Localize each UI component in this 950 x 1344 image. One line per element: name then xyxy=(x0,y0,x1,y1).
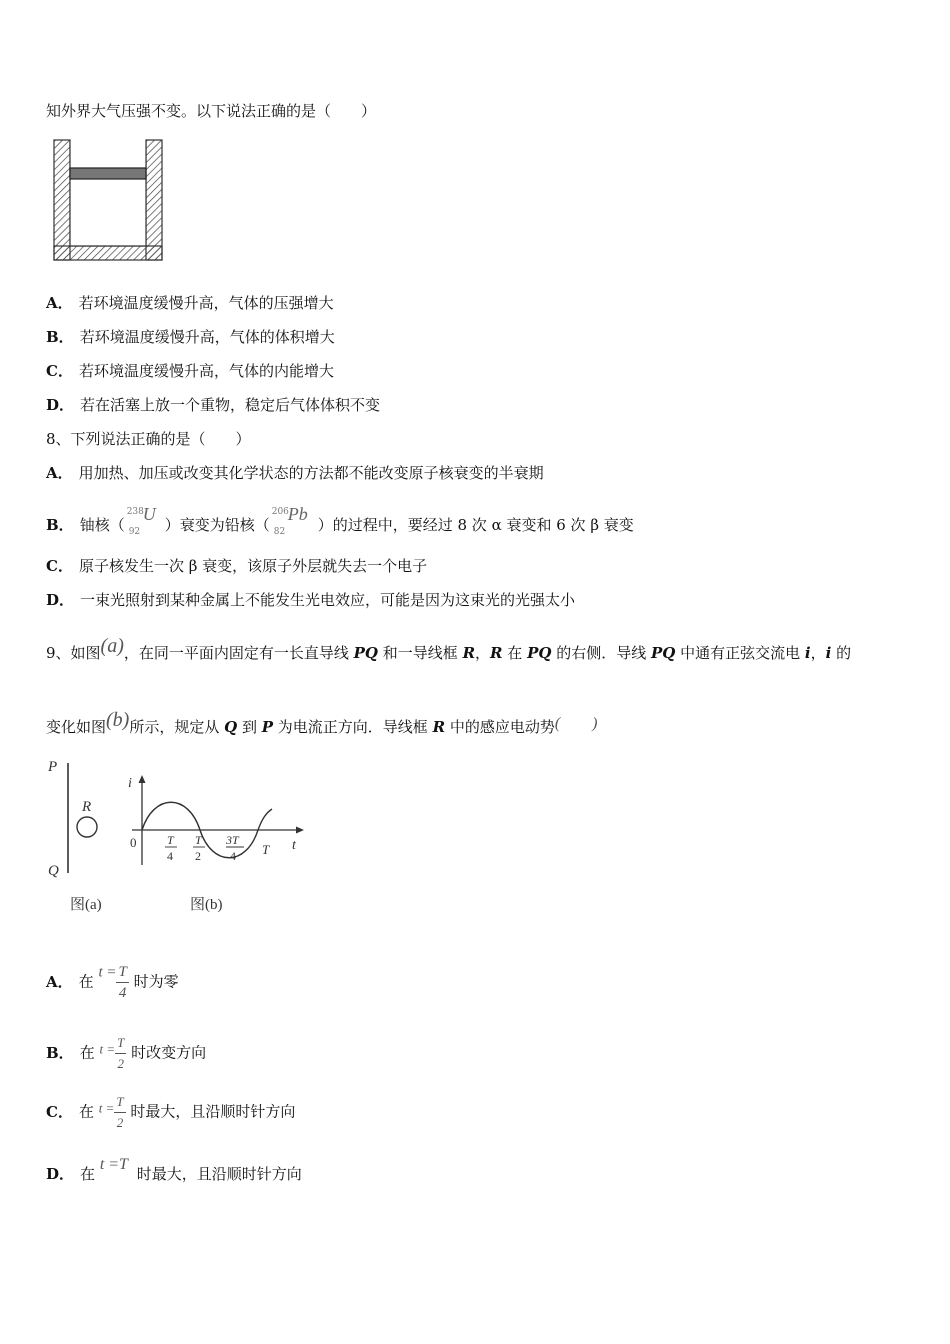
label-r: R xyxy=(82,799,92,815)
tick-3t-over-4-num: 3T xyxy=(226,833,239,847)
lead-atomic-number: 82 xyxy=(273,527,286,537)
uranium-symbol: U xyxy=(142,504,156,524)
q9-text: 所示，规定从 xyxy=(129,718,225,736)
option-text-part: ）衰变为铅核（ xyxy=(164,516,270,534)
tick-t-over-2-num: T xyxy=(195,833,202,847)
q7-option-a xyxy=(46,293,334,313)
q9-text: 的 xyxy=(831,644,852,662)
q9-stem-line1 xyxy=(46,636,851,663)
option-text-part: ）的过程中，要经过 8 次 α 衰变和 6 次 β 衰变 xyxy=(317,516,634,534)
option-letter: A． xyxy=(46,972,73,991)
option-post: 时最大，且沿顺时针方向 xyxy=(130,1102,296,1121)
q9-text: 的右侧．导线 xyxy=(551,644,651,662)
option-letter: B． xyxy=(46,328,74,346)
fraction-t-over-2 xyxy=(115,1033,126,1074)
option-text-part: 铀核（ xyxy=(79,516,125,534)
q9-text: 在 xyxy=(502,644,528,662)
tick-t-over-2-den: 2 xyxy=(195,849,201,863)
q9-text: ， xyxy=(475,644,491,662)
tick-t: T xyxy=(262,842,270,857)
q8-option-b xyxy=(46,504,634,537)
option-pre: 在 xyxy=(78,972,94,991)
cylinder-right-wall xyxy=(146,140,162,260)
q8-option-a xyxy=(46,463,544,483)
symbol-i: i xyxy=(825,644,832,662)
piston xyxy=(70,168,146,179)
option-pre: 在 xyxy=(79,1043,95,1062)
label-p: P xyxy=(48,759,58,775)
i-axis-arrow xyxy=(139,775,146,783)
option-text: 用加热、加压或改变其化学状态的方法都不能改变原子核衰变的半衰期 xyxy=(78,464,544,482)
lead-nuclide xyxy=(270,504,318,537)
lead-symbol: Pb xyxy=(287,504,308,524)
uranium-nuclide xyxy=(125,504,165,537)
answer-parentheses: ( ) xyxy=(554,715,598,732)
option-pre: 在 xyxy=(80,1165,96,1183)
uranium-mass-number: 238 xyxy=(126,507,144,517)
fraction-denominator: 2 xyxy=(117,1056,124,1071)
q9-option-b xyxy=(46,1033,206,1074)
option-letter: B． xyxy=(46,516,74,534)
equation-t-equals-t: t =T xyxy=(99,1156,128,1173)
symbol-r: R xyxy=(462,644,476,662)
option-text: 若环境温度缓慢升高，气体的内能增大 xyxy=(78,362,334,380)
option-text: 原子核发生一次 β 衰变，该原子外层就失去一个电子 xyxy=(78,557,428,575)
option-text: 若环境温度缓慢升高，气体的体积增大 xyxy=(79,328,335,346)
q7-stem-tail: 知外界大气压强不变。以下说法正确的是（ ） xyxy=(46,102,377,120)
q9-text: 和一导线框 xyxy=(378,644,463,662)
fraction-numerator: T xyxy=(115,1033,126,1054)
tick-3t-over-4-den: 4 xyxy=(230,849,236,863)
q8-option-d xyxy=(46,590,575,610)
fraction-t-over-4 xyxy=(116,962,128,1003)
cylinder-piston-figure xyxy=(50,138,168,266)
fraction-numerator: T xyxy=(116,962,128,983)
option-letter: C． xyxy=(46,557,73,575)
q9-option-d xyxy=(46,1155,302,1184)
symbol-r: R xyxy=(490,644,503,662)
option-letter: C． xyxy=(46,1102,73,1121)
symbol-pq: PQ xyxy=(650,644,676,662)
origin-label: 0 xyxy=(130,835,137,850)
option-letter: A． xyxy=(46,464,73,482)
fig-a-reference: (a) xyxy=(100,635,124,657)
q8-stem: 8、下列说法正确的是（ ） xyxy=(46,430,251,448)
q8-option-c xyxy=(46,556,427,576)
option-text: 若在活塞上放一个重物，稳定后气体体积不变 xyxy=(80,396,381,414)
caption-fig-a: 图(a) xyxy=(70,897,102,913)
symbol-pq: PQ xyxy=(527,644,552,662)
option-letter: D． xyxy=(46,396,75,414)
q9-figures xyxy=(40,755,320,920)
fraction-t-over-2 xyxy=(114,1092,125,1133)
option-letter: C． xyxy=(46,362,73,380)
option-letter: D． xyxy=(46,591,75,609)
option-letter: A． xyxy=(46,294,73,312)
equation-lhs: t = xyxy=(98,964,117,981)
q9-option-a xyxy=(46,962,179,1003)
symbol-p: P xyxy=(261,718,274,736)
q7-option-b xyxy=(46,327,335,347)
option-text: 一束光照射到某种金属上不能发生光电效应，可能是因为这束光的光强太小 xyxy=(80,591,576,609)
q7-option-c xyxy=(46,361,334,381)
q9-option-c xyxy=(46,1092,295,1133)
option-letter: B． xyxy=(46,1043,74,1062)
q9-text: ， xyxy=(810,644,826,662)
symbol-pq: PQ xyxy=(353,644,379,662)
label-q: Q xyxy=(48,863,59,879)
fraction-denominator: 4 xyxy=(118,985,127,1001)
uranium-atomic-number: 92 xyxy=(128,527,141,537)
option-post: 时改变方向 xyxy=(131,1043,207,1062)
q7-option-d xyxy=(46,395,380,415)
tick-t-over-4-num: T xyxy=(167,833,174,847)
cylinder-left-wall xyxy=(54,140,70,260)
q9-text: 变化如图 xyxy=(46,718,107,736)
axis-label-t: t xyxy=(292,838,296,853)
fraction-denominator: 2 xyxy=(116,1115,124,1130)
option-pre: 在 xyxy=(78,1102,94,1121)
q9-text: 9、如图 xyxy=(46,644,101,662)
cylinder-bottom xyxy=(54,246,162,260)
symbol-q: Q xyxy=(224,718,238,736)
tick-t-over-4-den: 4 xyxy=(167,849,173,863)
q9-text: 为电流正方向．导线框 xyxy=(273,718,433,736)
symbol-r: R xyxy=(432,718,446,736)
loop-r xyxy=(77,817,97,837)
lead-mass-number: 206 xyxy=(271,507,289,517)
q9-text: 中通有正弦交流电 xyxy=(675,644,805,662)
caption-fig-b: 图(b) xyxy=(190,897,223,913)
fig-b-reference: (b) xyxy=(106,709,130,731)
q9-text: 中的感应电动势 xyxy=(445,718,555,736)
option-letter: D． xyxy=(46,1165,75,1183)
option-text: 若环境温度缓慢升高，气体的压强增大 xyxy=(78,294,334,312)
t-axis-arrow xyxy=(296,827,304,834)
symbol-i: i xyxy=(804,644,811,662)
equation-lhs: t = xyxy=(98,1100,115,1116)
q9-text: 到 xyxy=(237,718,262,736)
q9-stem-line2 xyxy=(46,710,598,737)
option-post: 时为零 xyxy=(133,972,179,991)
option-post: 时最大，且沿顺时针方向 xyxy=(136,1165,302,1183)
q9-text: ，在同一平面内固定有一长直导线 xyxy=(123,644,354,662)
equation-lhs: t = xyxy=(99,1041,116,1057)
axis-label-i: i xyxy=(128,776,132,791)
fraction-numerator: T xyxy=(114,1092,125,1113)
